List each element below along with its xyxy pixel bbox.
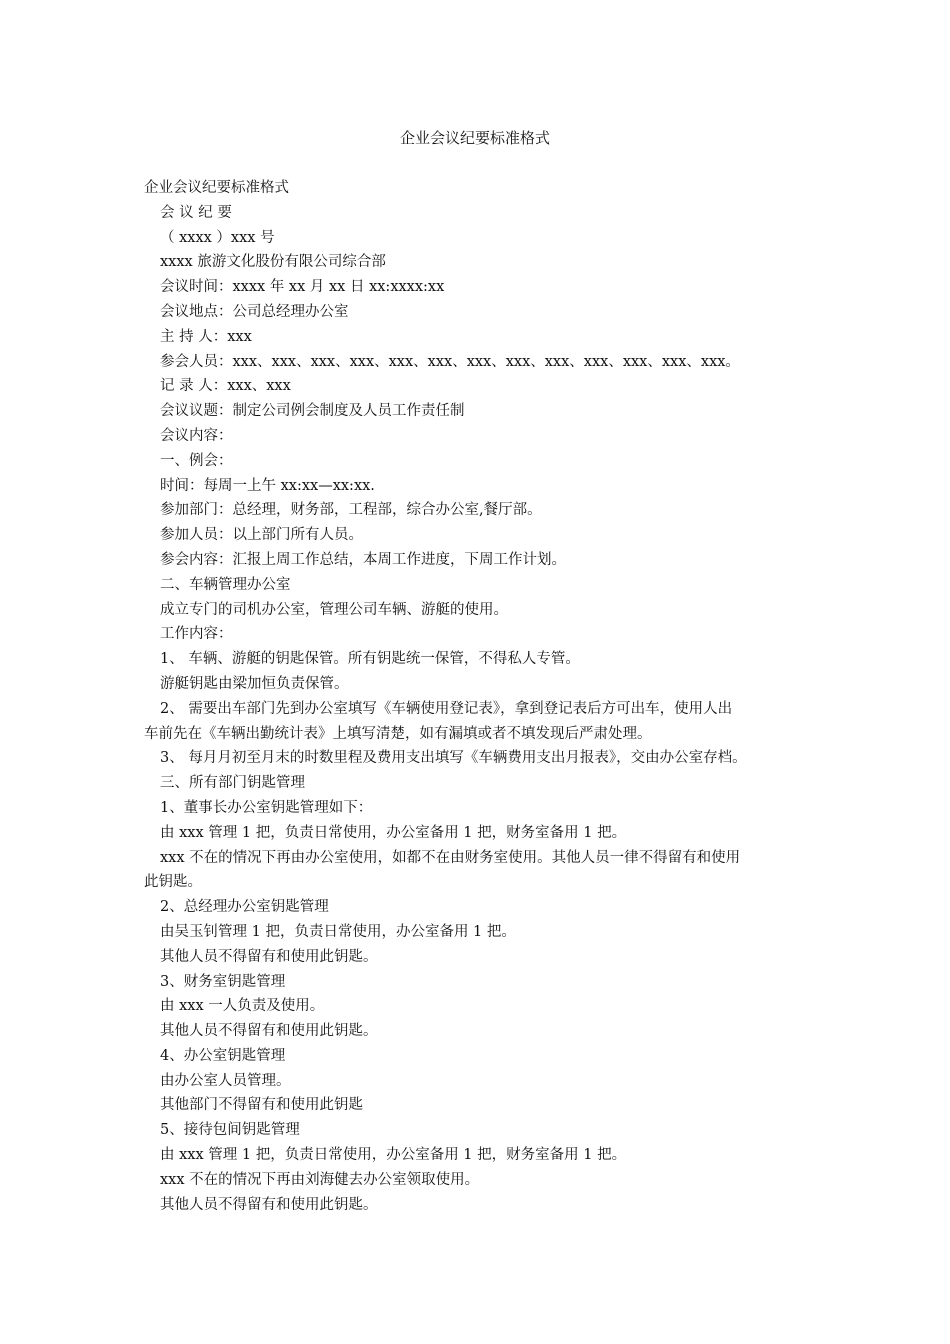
paragraph-line: 车前先在《车辆出勤统计表》上填写清楚，如有漏填或者不填发现后严肃处理。 [144,725,652,742]
paragraph-line: 2、总经理办公室钥匙管理 [160,899,329,916]
paragraph-line: 由办公室人员管理。 [160,1072,291,1089]
paragraph-line: 其他部门不得留有和使用此钥匙 [160,1097,363,1114]
page-title: 企业会议纪要标准格式 [399,129,550,147]
paragraph-line: 4、办公室钥匙管理 [160,1047,286,1064]
paragraph-line: 二、车辆管理办公室 [160,576,291,593]
paragraph-line: 参加人员：以上部门所有人员。 [160,527,363,544]
paragraph-line: 此钥匙。 [144,874,202,891]
paragraph-line: 其他人员不得留有和使用此钥匙。 [160,1196,378,1213]
paragraph-line: 5、接待包间钥匙管理 [160,1122,300,1139]
paragraph-line: 时间：每周一上午 xx:xx—xx:xx. [160,477,375,494]
paragraph-line: 会议地点：公司总经理办公室 [160,303,349,320]
paragraph-line: 其他人员不得留有和使用此钥匙。 [160,948,378,965]
paragraph-line: 主 持 人：xxx [160,328,252,345]
paragraph-line: 记 录 人：xxx、xxx [160,378,291,395]
paragraph-line: 1、董事长办公室钥匙管理如下： [160,799,373,816]
paragraph-line: （ xxxx ）xxx 号 [160,229,275,246]
paragraph-line: xxx 不在的情况下再由刘海健去办公室领取使用。 [160,1171,480,1188]
paragraph-line: 由 xxx 管理 1 把，负责日常使用，办公室备用 1 把，财务室备用 1 把。 [160,824,627,841]
paragraph-line: 参会人员：xxx、xxx、xxx、xxx、xxx、xxx、xxx、xxx、xxx、xxx、xxx、xxx、xxx。 [160,353,740,370]
paragraph-line: 游艇钥匙由梁加恒负责保管。 [160,675,349,692]
paragraph-line: 参加部门：总经理，财务部，工程部，综合办公室,餐厅部。 [160,502,542,519]
paragraph-line: 工作内容： [160,626,233,643]
paragraph-line: 会议议题：制定公司例会制度及人员工作责任制 [160,403,465,420]
paragraph-line: 会议内容： [160,427,233,444]
paragraph-line: 2、 需要出车部门先到办公室填写《车辆使用登记表》，拿到登记表后方可出车，使用人出 [160,700,733,717]
paragraph-line: 1、 车辆、游艇的钥匙保管。所有钥匙统一保管，不得私人专管。 [160,651,580,668]
paragraph-line: 参会内容：汇报上周工作总结，本周工作进度，下周工作计划。 [160,551,566,568]
paragraph-line: 3、财务室钥匙管理 [160,973,286,990]
paragraph-line: 由吴玉钊管理 1 把，负责日常使用，办公室备用 1 把。 [160,923,516,940]
paragraph-line: 由 xxx 一人负责及使用。 [160,998,325,1015]
paragraph-line: xxxx 旅游文化股份有限公司综合部 [160,254,386,271]
paragraph-line: 会 议 纪 要 [160,204,232,221]
paragraph-line: 成立专门的司机办公室，管理公司车辆、游艇的使用。 [160,601,508,618]
paragraph-line: 一、例会： [160,452,233,469]
paragraph-line: 3、 每月月初至月末的时数里程及费用支出填写《车辆费用支出月报表》，交由办公室存档。 [160,750,747,767]
paragraph-line: 其他人员不得留有和使用此钥匙。 [160,1023,378,1040]
paragraph-line: 会议时间：xxxx 年 xx 月 xx 日 xx:xxxx:xx [160,279,445,296]
paragraph-line: 由 xxx 管理 1 把，负责日常使用，办公室备用 1 把，财务室备用 1 把。 [160,1147,627,1164]
paragraph-line: 企业会议纪要标准格式 [144,180,289,196]
paragraph-line: 三、所有部门钥匙管理 [160,775,305,792]
paragraph-line: xxx 不在的情况下再由办公室使用，如都不在由财务室使用。其他人员一律不得留有和使用 [160,849,741,866]
document-body [144,176,814,1217]
